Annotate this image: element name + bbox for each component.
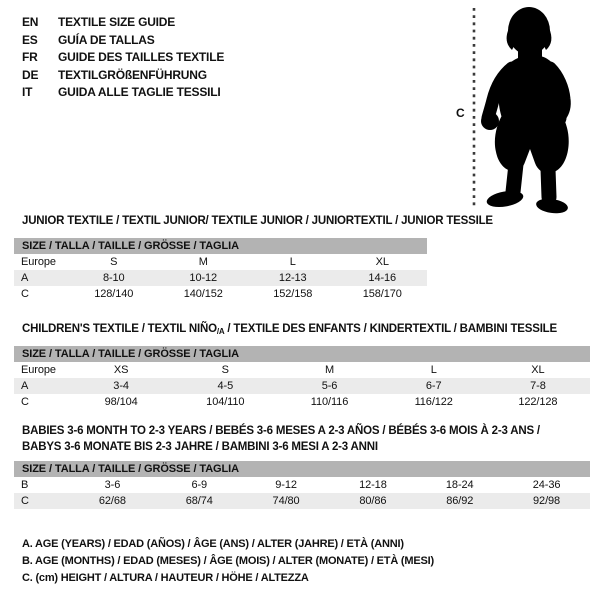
junior-size-table [14, 238, 427, 302]
language-code: IT [22, 85, 33, 99]
table-cell: 116/122 [414, 396, 453, 408]
table-cell: 110/116 [310, 396, 349, 408]
table-cell: M [324, 364, 335, 376]
language-row-fr [22, 49, 224, 67]
table-cell: 8-10 [102, 272, 125, 284]
table-row-height [14, 286, 427, 302]
children-title-sub: /A [216, 327, 225, 336]
children-title-pre: CHILDREN'S TEXTILE / TEXTIL NIÑO [22, 323, 217, 335]
table-cell: XL [531, 364, 545, 376]
table-row-height [14, 493, 590, 509]
table-cell: XL [375, 256, 389, 268]
junior-table-title: JUNIOR TEXTILE / TEXTIL JUNIOR/ TEXTILE JUNIOR / JUNIORTEXTIL / JUNIOR TESSILE [22, 215, 493, 227]
language-label: GUIDE DES TAILLES TEXTILE [58, 50, 225, 64]
language-label: TEXTILGRÖßENFÜHRUNG [58, 67, 207, 82]
language-row-de [22, 67, 224, 85]
row-label: C [21, 288, 29, 300]
children-title-post: / TEXTILE DES ENFANTS / KINDERTEXTIL / BAMBINI TESSILE [224, 323, 557, 335]
toddler-silhouette-icon [460, 0, 600, 230]
table-cell: 24-36 [532, 479, 561, 491]
table-cell: 3-4 [113, 380, 129, 392]
language-label: TEXTILE SIZE GUIDE [58, 15, 176, 29]
table-cell: 68/74 [185, 495, 213, 507]
table-cell: 122/128 [518, 396, 558, 408]
table-cell: 3-6 [104, 479, 121, 491]
table-cell: 4-5 [217, 380, 234, 392]
table-cell: 12-18 [359, 479, 387, 491]
row-label: Europe [21, 256, 56, 268]
table-cell: 14-16 [368, 272, 397, 284]
table-cell: 158/170 [362, 288, 402, 300]
legend-notes [22, 536, 434, 587]
babies-title-line2: BABYS 3-6 MONATE BIS 2-3 JAHRE / BAMBINI 3-6 MESI A 2-3 ANNI [22, 440, 378, 453]
table-cell: XS [113, 364, 129, 376]
language-label: GUÍA DE TALLAS [58, 32, 155, 47]
table-cell: 6-7 [425, 380, 442, 392]
language-label: GUIDA ALLE TAGLIE TESSILI [58, 85, 221, 99]
table-row-europe [14, 254, 427, 270]
table-cell: 86/92 [446, 495, 474, 507]
language-row-it [22, 84, 224, 102]
babies-size-table [14, 461, 590, 509]
language-row-es [22, 32, 224, 50]
children-table-title [22, 322, 557, 340]
table-cell: 9-12 [275, 479, 297, 491]
table-cell: 140/152 [183, 288, 223, 300]
size-header-band: SIZE / TALLA / TAILLE / GRÖSSE / TAGLIA [14, 238, 427, 254]
table-cell: 10-12 [189, 272, 218, 284]
table-row-height [14, 394, 590, 410]
row-label: B [21, 479, 29, 491]
table-cell: 104/110 [206, 396, 245, 408]
language-code: EN [22, 15, 39, 29]
language-title-block [22, 14, 224, 102]
row-label: A [21, 380, 29, 392]
table-cell: 152/158 [273, 288, 313, 300]
language-row-en [22, 14, 224, 32]
table-cell: 6-9 [191, 479, 208, 491]
size-header-band: SIZE / TALLA / TAILLE / GRÖSSE / TAGLIA [14, 346, 590, 362]
babies-title-line1: BABIES 3-6 MONTH TO 2-3 YEARS / BEBÉS 3-6 MESES A 2-3 AÑOS / BÉBÉS 3-6 MOIS À 2-3 ANS / [22, 425, 540, 437]
size-header-band: SIZE / TALLA / TAILLE / GRÖSSE / TAGLIA [14, 461, 590, 477]
row-label: A [21, 272, 29, 284]
language-code: DE [22, 67, 39, 82]
table-cell: 12-13 [278, 272, 307, 284]
table-row-age [14, 270, 427, 286]
row-label: Europe [21, 364, 56, 376]
legend-line-b: B. AGE (MONTHS) / EDAD (MESES) / ÂGE (MOIS) / ALTER (MONATE) / ETÀ (MESI) [22, 555, 434, 567]
legend-line-a: A. AGE (YEARS) / EDAD (AÑOS) / ÂGE (ANS) / ALTER (JAHRE) / ETÀ (ANNI) [22, 538, 404, 550]
table-cell: S [110, 256, 118, 268]
table-cell: 80/86 [359, 495, 387, 507]
table-cell: L [430, 364, 437, 376]
table-cell: 98/104 [104, 396, 138, 408]
table-row-europe [14, 362, 590, 378]
height-measure-label: C [456, 106, 465, 120]
table-row-age [14, 378, 590, 394]
row-label: C [21, 396, 29, 408]
language-code: ES [22, 32, 38, 47]
table-row-age-months [14, 477, 590, 493]
legend-line-c: C. (cm) HEIGHT / ALTURA / HAUTEUR / HÖHE / ALTEZZA [22, 572, 309, 584]
babies-table-title [22, 424, 540, 455]
table-cell: 128/140 [94, 288, 134, 300]
table-cell: 5-6 [321, 380, 338, 392]
children-size-table [14, 346, 590, 410]
row-label: C [21, 495, 29, 507]
table-cell: L [289, 256, 296, 268]
table-cell: S [221, 364, 229, 376]
table-cell: 92/98 [533, 495, 561, 507]
table-cell: 18-24 [445, 479, 474, 491]
language-code: FR [22, 50, 38, 64]
table-cell: 7-8 [530, 380, 546, 392]
table-cell: M [198, 256, 208, 268]
table-cell: 74/80 [272, 495, 300, 507]
table-cell: 62/68 [98, 495, 126, 507]
